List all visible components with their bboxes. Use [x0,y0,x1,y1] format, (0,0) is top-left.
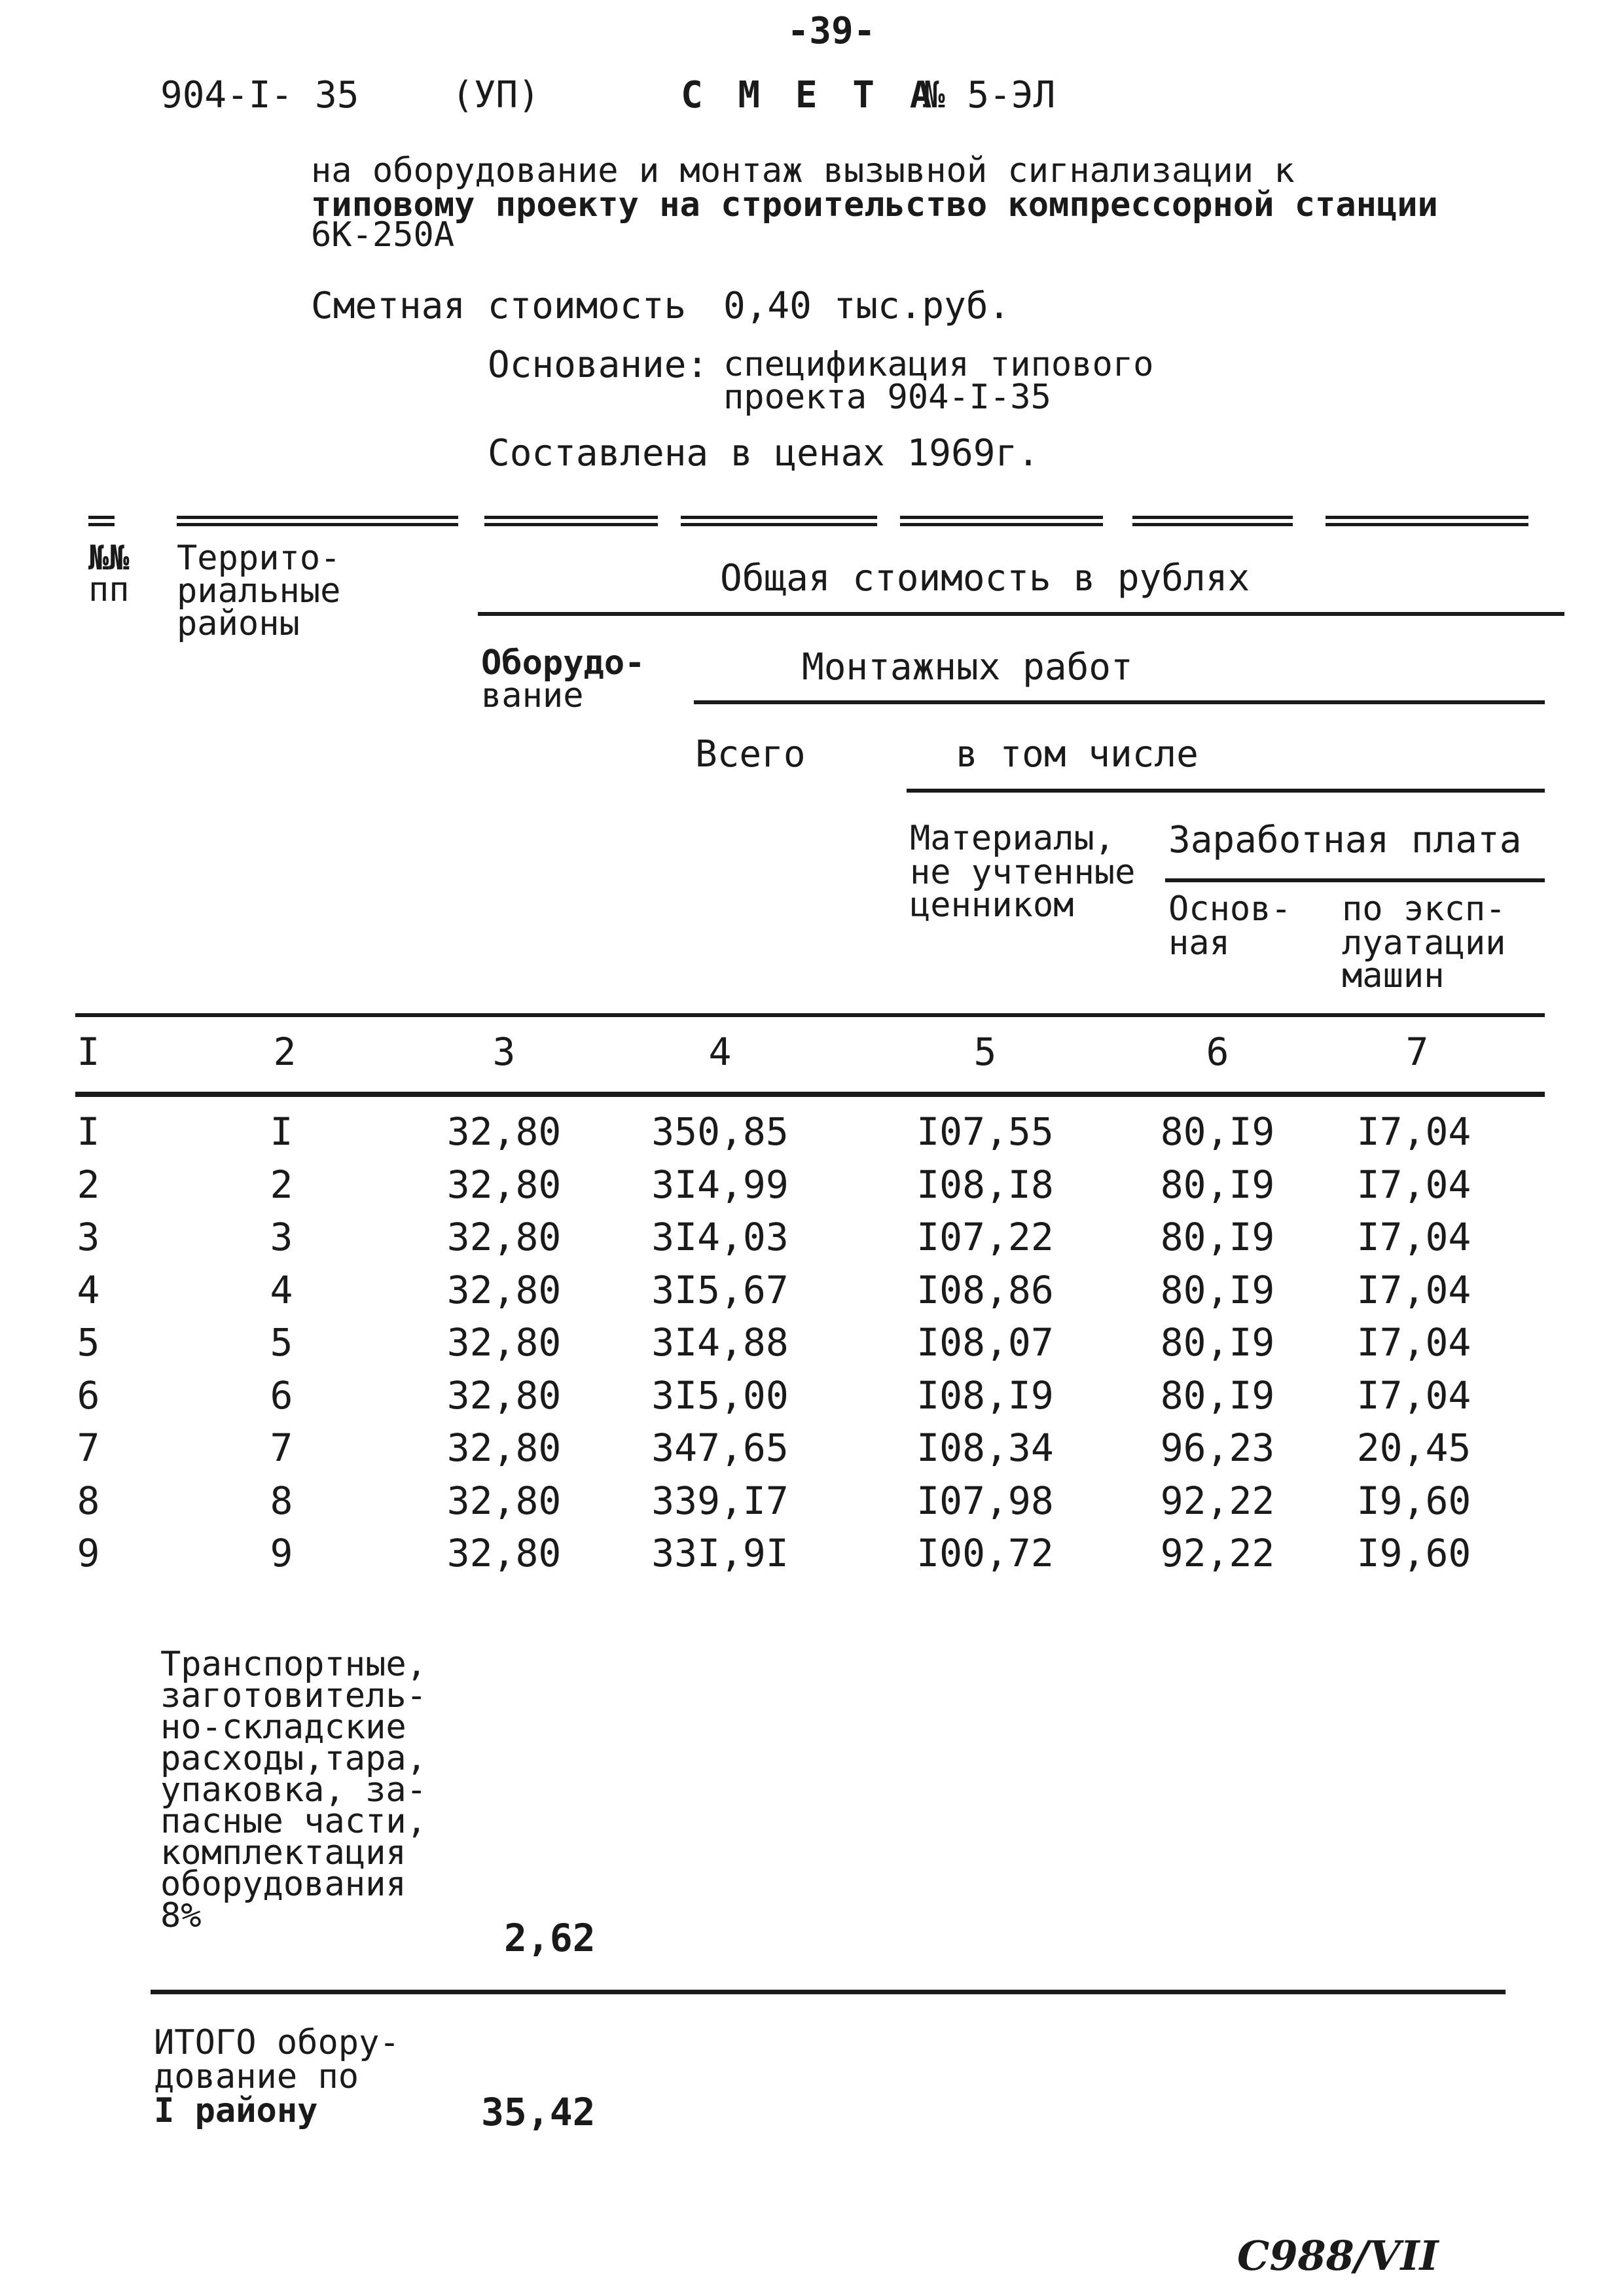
row-install-total: 350,85 [651,1109,789,1154]
cost-value: 0,40 тыс.руб. [723,285,1011,327]
header-equipment-1: Оборудо- [481,643,645,683]
header-basic-2: ная [1168,924,1230,963]
colnum-1: I [77,1030,100,1074]
row-install-total: 33I,9I [651,1531,789,1575]
transport-line: пасные части, [160,1802,427,1841]
doc-code: 904-I- 35 [160,74,359,117]
doc-number: № 5-ЭЛ [923,74,1056,117]
header-num-1: №№ [88,539,130,578]
row-materials: I08,07 [916,1320,1054,1365]
header-num-2: пп [88,570,130,609]
transport-value: 2,62 [504,1916,596,1960]
row-wages-basic: 80,I9 [1160,1215,1275,1259]
rule-under-including [907,789,1545,793]
subtitle-line-2: типовому проекту на строительство компрессорной станции [311,185,1438,224]
header-basic-1: Основ- [1168,889,1291,929]
header-installation: Монтажных работ [802,646,1133,689]
row-number: 3 [77,1215,100,1259]
row-region: 9 [270,1531,293,1575]
row-region: 7 [270,1426,293,1470]
total-label-line-3: I району [154,2091,318,2130]
row-equipment: 32,80 [446,1531,562,1575]
rule-below-colnums [75,1092,1545,1097]
row-wages-basic: 80,I9 [1160,1320,1275,1365]
row-equipment: 32,80 [446,1109,562,1154]
row-wages-machines: I7,04 [1356,1109,1471,1154]
doc-mark: (УП) [452,74,540,117]
row-materials: I07,98 [916,1479,1054,1523]
basis-label: Основание: [488,344,709,386]
row-region: 2 [270,1162,293,1207]
row-equipment: 32,80 [446,1162,562,1207]
row-wages-machines: 20,45 [1356,1426,1471,1470]
header-machines-1: по эксп- [1342,889,1506,929]
row-number: 7 [77,1426,100,1470]
header-regions-3: районы [177,604,300,643]
header-machines-3: машин [1342,956,1445,996]
row-materials: I00,72 [916,1531,1054,1575]
row-equipment: 32,80 [446,1426,562,1470]
header-all: Всего [695,733,806,776]
row-region: I [270,1109,293,1154]
subtitle-line-3: 6К-250А [311,215,455,255]
row-wages-machines: I7,04 [1356,1162,1471,1207]
doc-title: С М Е Т А [681,74,939,117]
header-total-cost: Общая стоимость в рублях [720,557,1250,600]
prices-note: Составлена в ценах 1969г. [488,432,1039,475]
row-wages-basic: 80,I9 [1160,1109,1275,1154]
footer-mark: С988/VII [1237,2232,1439,2280]
row-materials: I08,I9 [916,1373,1054,1418]
row-install-total: 3I4,88 [651,1320,789,1365]
row-equipment: 32,80 [446,1479,562,1523]
row-install-total: 339,I7 [651,1479,789,1523]
transport-line: но-складские [160,1708,406,1747]
row-wages-basic: 92,22 [1160,1479,1275,1523]
colnum-3: 3 [492,1030,516,1074]
rule-under-total [478,612,1564,616]
colnum-4: 4 [708,1030,732,1074]
row-materials: I08,34 [916,1426,1054,1470]
row-wages-machines: I7,04 [1356,1215,1471,1259]
row-number: 6 [77,1373,100,1418]
rule-under-wages [1165,878,1545,882]
row-materials: I08,I8 [916,1162,1054,1207]
row-number: 8 [77,1479,100,1523]
row-region: 5 [270,1320,293,1365]
row-number: 9 [77,1531,100,1575]
header-machines-2: луатации [1342,924,1506,963]
row-equipment: 32,80 [446,1320,562,1365]
row-number: 2 [77,1162,100,1207]
row-region: 8 [270,1479,293,1523]
header-regions-1: Террито- [177,539,341,578]
transport-line: упаковка, за- [160,1770,427,1810]
header-regions-2: риальные [177,571,341,611]
row-wages-basic: 92,22 [1160,1531,1275,1575]
row-wages-basic: 80,I9 [1160,1162,1275,1207]
row-install-total: 347,65 [651,1426,789,1470]
transport-line: оборудования [160,1865,406,1904]
row-install-total: 3I4,03 [651,1215,789,1259]
row-wages-basic: 80,I9 [1160,1373,1275,1418]
colnum-7: 7 [1405,1030,1429,1074]
row-install-total: 3I5,67 [651,1268,789,1312]
rule-above-total [151,1990,1506,1994]
colnum-5: 5 [973,1030,997,1074]
rule-under-installation [694,700,1545,704]
row-region: 4 [270,1268,293,1312]
row-materials: I08,86 [916,1268,1054,1312]
basis-line-2: проекта 904-I-35 [723,378,1051,417]
row-equipment: 32,80 [446,1215,562,1259]
header-equipment-2: вание [481,676,584,715]
row-equipment: 32,80 [446,1268,562,1312]
row-wages-machines: I7,04 [1356,1320,1471,1365]
subtitle-line-1: на оборудование и монтаж вызывной сигнализации к [311,151,1295,190]
row-install-total: 3I5,00 [651,1373,789,1418]
row-wages-machines: I9,60 [1356,1479,1471,1523]
header-materials-2: не учтенные [910,853,1136,892]
row-materials: I07,55 [916,1109,1054,1154]
header-wages: Заработная плата [1168,819,1522,861]
transport-line: комплектация [160,1833,406,1873]
cost-label: Сметная стоимость [311,285,687,327]
transport-line: заготовитель- [160,1676,427,1715]
row-wages-machines: I7,04 [1356,1268,1471,1312]
colnum-2: 2 [273,1030,297,1074]
transport-line: расходы,тара, [160,1739,427,1778]
row-wages-machines: I7,04 [1356,1373,1471,1418]
basis-line-1: спецификация типового [723,345,1154,384]
row-wages-basic: 80,I9 [1160,1268,1275,1312]
transport-line: 8% [160,1896,202,1935]
row-region: 6 [270,1373,293,1418]
total-label-line-1: ИТОГО обору- [154,2023,400,2062]
row-equipment: 32,80 [446,1373,562,1418]
rule-above-colnums [75,1013,1545,1017]
transport-line: Транспортные, [160,1645,427,1684]
total-value: 35,42 [481,2090,596,2134]
row-number: I [77,1109,100,1154]
header-materials-3: ценником [910,886,1074,925]
row-wages-basic: 96,23 [1160,1426,1275,1470]
row-materials: I07,22 [916,1215,1054,1259]
row-install-total: 3I4,99 [651,1162,789,1207]
header-including: в том числе [956,733,1199,776]
page-number: -39- [787,10,876,52]
total-label-line-2: дование по [154,2057,359,2096]
row-number: 4 [77,1268,100,1312]
colnum-6: 6 [1206,1030,1229,1074]
row-region: 3 [270,1215,293,1259]
row-wages-machines: I9,60 [1356,1531,1471,1575]
row-number: 5 [77,1320,100,1365]
header-materials-1: Материалы, [910,819,1115,858]
